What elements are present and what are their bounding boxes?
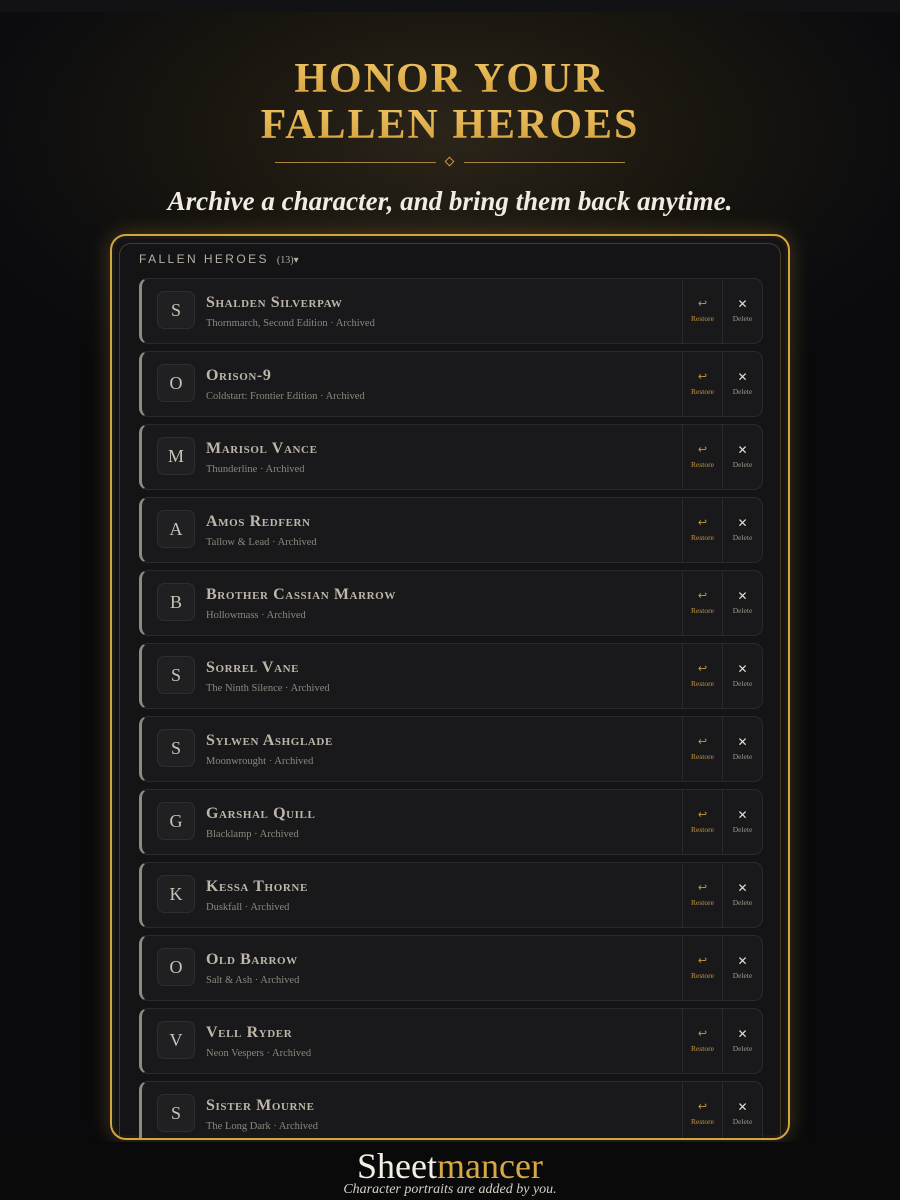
hero-actions bbox=[682, 1082, 762, 1140]
hero-meta: Thornmarch, Second Edition · Archived bbox=[206, 318, 375, 329]
brand-part-2: mancer bbox=[437, 1146, 543, 1186]
close-icon: ✕ bbox=[737, 881, 748, 895]
restore-label: Restore bbox=[691, 971, 714, 980]
page-title-line-1: HONOR YOUR bbox=[0, 56, 900, 102]
restore-button[interactable] bbox=[682, 425, 722, 489]
delete-button[interactable] bbox=[722, 936, 762, 1000]
hero-row[interactable] bbox=[139, 424, 763, 490]
hero-avatar: V bbox=[157, 1021, 195, 1059]
restore-icon: ↩ bbox=[697, 516, 708, 529]
restore-icon: ↩ bbox=[697, 735, 708, 748]
delete-label: Delete bbox=[732, 971, 753, 980]
hero-name: Marisol Vance bbox=[206, 440, 318, 457]
hero-row[interactable] bbox=[139, 789, 763, 855]
hero-name: Shalden Silverpaw bbox=[206, 294, 343, 311]
hero-row[interactable] bbox=[139, 570, 763, 636]
hero-name: Sorrel Vane bbox=[206, 659, 300, 676]
restore-button[interactable] bbox=[682, 717, 722, 781]
restore-label: Restore bbox=[691, 898, 714, 907]
hero-avatar: S bbox=[157, 656, 195, 694]
hero-meta: Tallow & Lead · Archived bbox=[206, 537, 317, 548]
restore-label: Restore bbox=[691, 606, 714, 615]
close-icon: ✕ bbox=[737, 662, 748, 676]
hero-actions bbox=[682, 644, 762, 708]
close-icon: ✕ bbox=[737, 1027, 748, 1041]
delete-button[interactable] bbox=[722, 279, 762, 343]
section-count-toggle[interactable]: (13)▾ bbox=[276, 255, 299, 266]
hero-avatar: S bbox=[157, 1094, 195, 1132]
hero-actions bbox=[682, 279, 762, 343]
hero-avatar: O bbox=[157, 364, 195, 402]
restore-icon: ↩ bbox=[697, 370, 708, 383]
hero-avatar: G bbox=[157, 802, 195, 840]
delete-button[interactable] bbox=[722, 863, 762, 927]
delete-button[interactable] bbox=[722, 571, 762, 635]
hero-actions bbox=[682, 790, 762, 854]
hero-actions bbox=[682, 425, 762, 489]
restore-button[interactable] bbox=[682, 352, 722, 416]
delete-button[interactable] bbox=[722, 644, 762, 708]
delete-label: Delete bbox=[732, 898, 753, 907]
hero-actions bbox=[682, 863, 762, 927]
hero-meta: Salt & Ash · Archived bbox=[206, 975, 300, 986]
hero-row[interactable] bbox=[139, 497, 763, 563]
hero-actions bbox=[682, 717, 762, 781]
delete-button[interactable] bbox=[722, 425, 762, 489]
restore-label: Restore bbox=[691, 460, 714, 469]
hero-meta: Hollowmass · Archived bbox=[206, 610, 306, 621]
hero-avatar: K bbox=[157, 875, 195, 913]
hero-meta: Coldstart: Frontier Edition · Archived bbox=[206, 391, 365, 402]
restore-label: Restore bbox=[691, 314, 714, 323]
title-divider bbox=[275, 162, 625, 163]
delete-label: Delete bbox=[732, 533, 753, 542]
hero-name: Brother Cassian Marrow bbox=[206, 586, 396, 603]
restore-icon: ↩ bbox=[697, 662, 708, 675]
hero-row[interactable] bbox=[139, 643, 763, 709]
restore-button[interactable] bbox=[682, 863, 722, 927]
restore-label: Restore bbox=[691, 679, 714, 688]
delete-label: Delete bbox=[732, 1117, 753, 1126]
hero-actions bbox=[682, 936, 762, 1000]
hero-list bbox=[139, 278, 763, 1140]
delete-label: Delete bbox=[732, 606, 753, 615]
hero-actions bbox=[682, 1009, 762, 1073]
delete-button[interactable] bbox=[722, 790, 762, 854]
delete-label: Delete bbox=[732, 314, 753, 323]
close-icon: ✕ bbox=[737, 954, 748, 968]
page-header bbox=[0, 56, 900, 148]
restore-icon: ↩ bbox=[697, 297, 708, 310]
hero-avatar: S bbox=[157, 291, 195, 329]
hero-avatar: O bbox=[157, 948, 195, 986]
close-icon: ✕ bbox=[737, 443, 748, 457]
hero-meta: Blacklamp · Archived bbox=[206, 829, 299, 840]
hero-name: Old Barrow bbox=[206, 951, 298, 968]
hero-avatar: S bbox=[157, 729, 195, 767]
hero-name: Sylwen Ashglade bbox=[206, 732, 333, 749]
page-title-line-2: FALLEN HEROES bbox=[0, 102, 900, 148]
restore-button[interactable] bbox=[682, 1009, 722, 1073]
hero-meta: The Long Dark · Archived bbox=[206, 1121, 318, 1132]
restore-button[interactable] bbox=[682, 571, 722, 635]
restore-button[interactable] bbox=[682, 498, 722, 562]
restore-label: Restore bbox=[691, 533, 714, 542]
close-icon: ✕ bbox=[737, 589, 748, 603]
section-header[interactable] bbox=[139, 252, 299, 266]
close-icon: ✕ bbox=[737, 735, 748, 749]
hero-actions bbox=[682, 352, 762, 416]
restore-label: Restore bbox=[691, 1117, 714, 1126]
footer bbox=[0, 1142, 900, 1200]
hero-meta: Duskfall · Archived bbox=[206, 902, 290, 913]
hero-meta: Thunderline · Archived bbox=[206, 464, 305, 475]
restore-label: Restore bbox=[691, 387, 714, 396]
hero-name: Vell Ryder bbox=[206, 1024, 293, 1041]
restore-icon: ↩ bbox=[697, 808, 708, 821]
delete-button[interactable] bbox=[722, 498, 762, 562]
page-subtitle: Archive a character, and bring them back anytime. bbox=[167, 186, 733, 216]
restore-icon: ↩ bbox=[697, 954, 708, 967]
restore-button[interactable] bbox=[682, 936, 722, 1000]
delete-label: Delete bbox=[732, 752, 753, 761]
brand-part-1: Sheet bbox=[357, 1146, 438, 1186]
hero-row[interactable] bbox=[139, 935, 763, 1001]
restore-label: Restore bbox=[691, 825, 714, 834]
restore-icon: ↩ bbox=[697, 1100, 708, 1113]
close-icon: ✕ bbox=[737, 297, 748, 311]
restore-button[interactable] bbox=[682, 644, 722, 708]
hero-avatar: M bbox=[157, 437, 195, 475]
hero-name: Orison-9 bbox=[206, 367, 272, 384]
hero-avatar: A bbox=[157, 510, 195, 548]
delete-label: Delete bbox=[732, 825, 753, 834]
close-icon: ✕ bbox=[737, 1100, 748, 1114]
hero-name: Amos Redfern bbox=[206, 513, 311, 530]
hero-avatar: B bbox=[157, 583, 195, 621]
delete-button[interactable] bbox=[722, 352, 762, 416]
delete-button[interactable] bbox=[722, 1009, 762, 1073]
close-icon: ✕ bbox=[737, 516, 748, 530]
hero-actions bbox=[682, 498, 762, 562]
hero-name: Sister Mourne bbox=[206, 1097, 315, 1114]
section-title: FALLEN HEROES bbox=[139, 252, 269, 266]
restore-icon: ↩ bbox=[697, 1027, 708, 1040]
close-icon: ✕ bbox=[737, 808, 748, 822]
restore-icon: ↩ bbox=[697, 443, 708, 456]
divider-line-right bbox=[464, 162, 625, 163]
hero-row[interactable] bbox=[139, 862, 763, 928]
footer-tagline: Character portraits are added by you. bbox=[343, 1182, 557, 1197]
delete-label: Delete bbox=[732, 460, 753, 469]
hero-row[interactable] bbox=[139, 1081, 763, 1140]
delete-button[interactable] bbox=[722, 717, 762, 781]
restore-icon: ↩ bbox=[697, 881, 708, 894]
restore-button[interactable] bbox=[682, 1082, 722, 1140]
delete-label: Delete bbox=[732, 679, 753, 688]
close-icon: ✕ bbox=[737, 370, 748, 384]
divider-line-left bbox=[275, 162, 436, 163]
hero-row[interactable] bbox=[139, 278, 763, 344]
delete-label: Delete bbox=[732, 1044, 753, 1053]
restore-button[interactable] bbox=[682, 790, 722, 854]
hero-name: Garshal Quill bbox=[206, 805, 316, 822]
hero-meta: Moonwrought · Archived bbox=[206, 756, 314, 767]
top-strip bbox=[0, 0, 900, 12]
delete-button[interactable] bbox=[722, 1082, 762, 1140]
restore-button[interactable] bbox=[682, 279, 722, 343]
restore-label: Restore bbox=[691, 752, 714, 761]
hero-row[interactable] bbox=[139, 351, 763, 417]
hero-meta: Neon Vespers · Archived bbox=[206, 1048, 312, 1059]
hero-name: Kessa Thorne bbox=[206, 878, 308, 895]
fallen-heroes-panel bbox=[110, 234, 790, 1140]
hero-row[interactable] bbox=[139, 1008, 763, 1074]
delete-label: Delete bbox=[732, 387, 753, 396]
hero-meta: The Ninth Silence · Archived bbox=[206, 683, 330, 694]
hero-row[interactable] bbox=[139, 716, 763, 782]
hero-actions bbox=[682, 571, 762, 635]
restore-icon: ↩ bbox=[697, 589, 708, 602]
restore-label: Restore bbox=[691, 1044, 714, 1053]
